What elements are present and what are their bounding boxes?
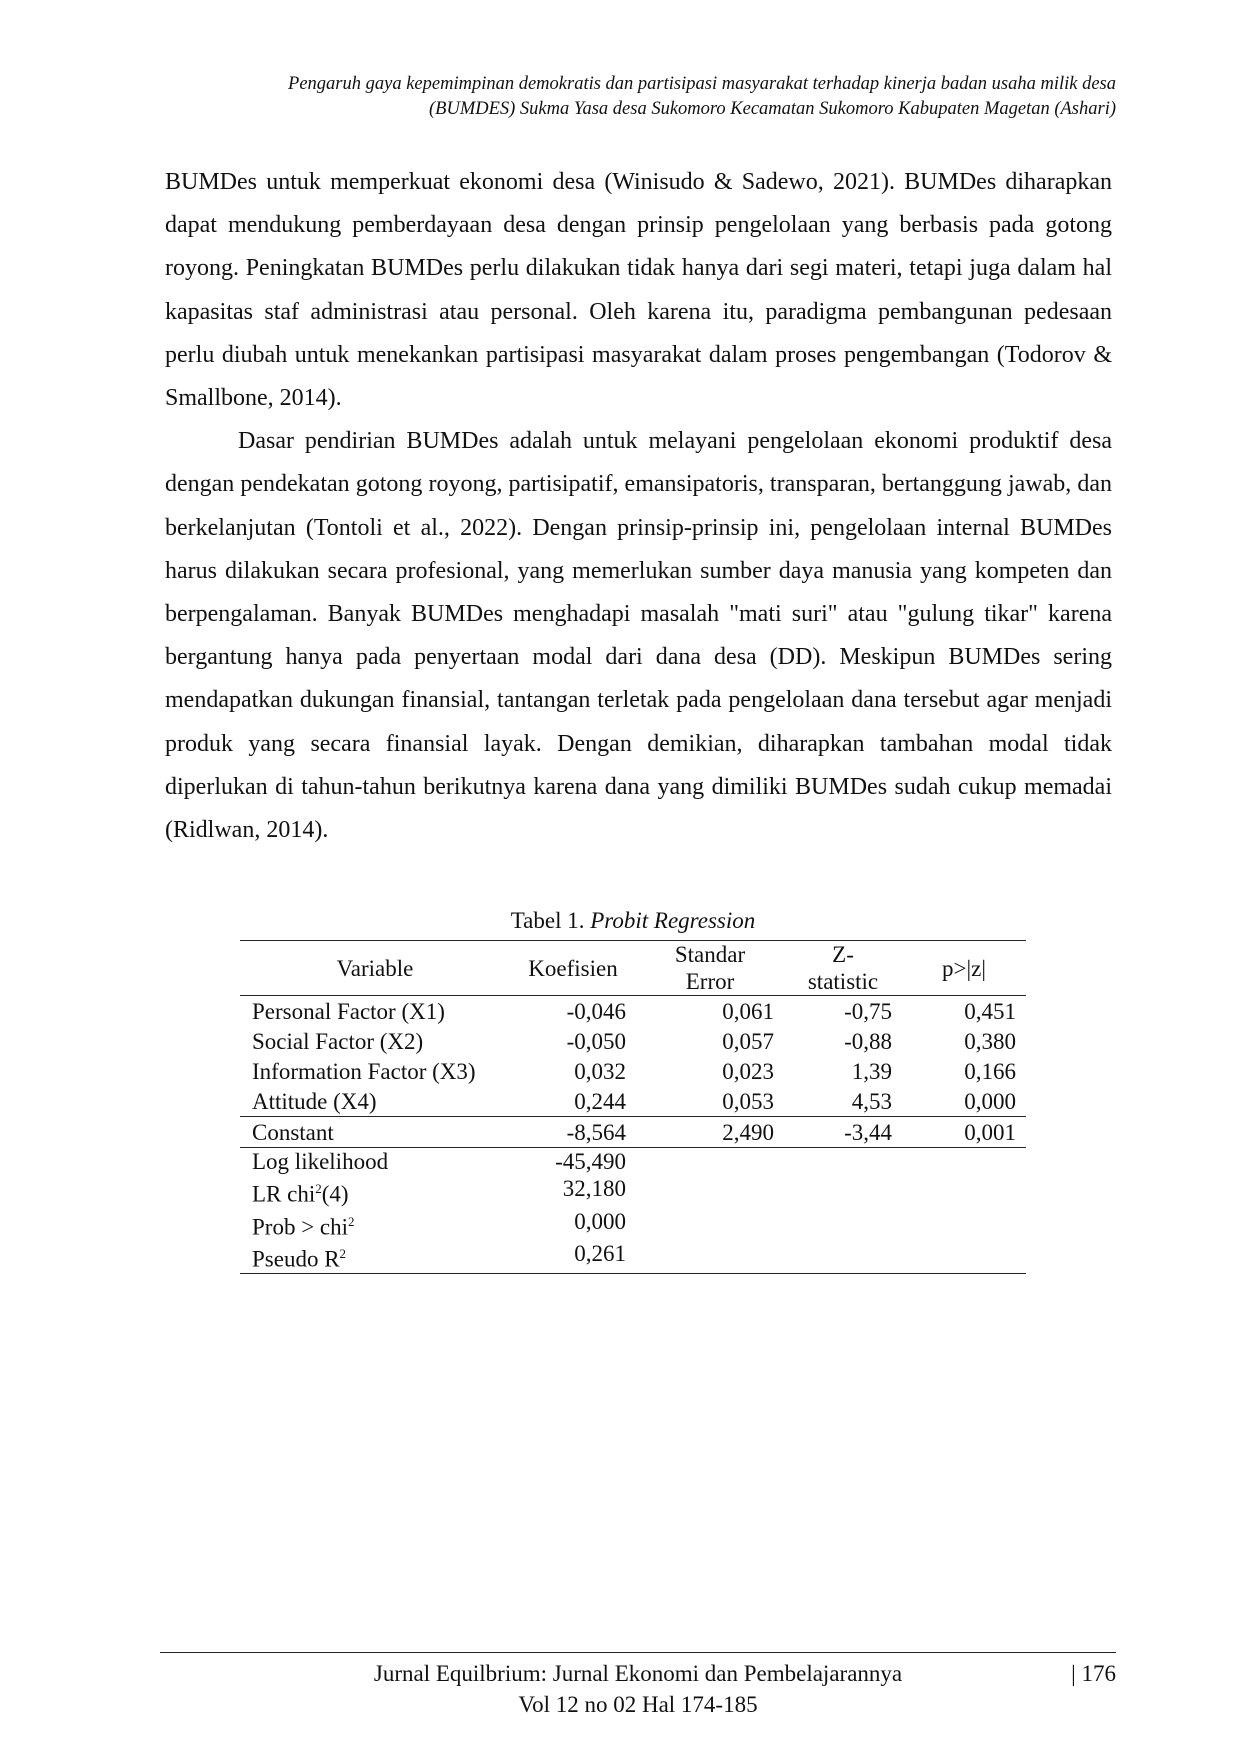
table-stat-row (240, 1208, 1026, 1241)
cell-koefisien: -8,564 (566, 1120, 626, 1145)
header-se-line-1: Standar (674, 942, 746, 967)
table-row (240, 1056, 1026, 1086)
cell-variable: Attitude (X4) (252, 1089, 377, 1114)
cell-variable: Information Factor (X3) (252, 1059, 476, 1084)
cell-z: -0,88 (844, 1029, 892, 1054)
header-line-1: Pengaruh gaya kepemimpinan demokratis dan partisipasi masyarakat terhadap kinerja badan usaha milik desa (288, 74, 1116, 94)
stat-label: Log likelihood (252, 1149, 389, 1174)
page-number: | 176 (1071, 1661, 1116, 1686)
stat-value: -45,490 (555, 1149, 626, 1174)
table-row (240, 1026, 1026, 1056)
cell-p: 0,001 (964, 1120, 1016, 1145)
stat-value: 0,000 (574, 1208, 626, 1234)
cell-p: 0,380 (964, 1029, 1016, 1054)
cell-variable: Constant (252, 1120, 334, 1145)
cell-se: 0,061 (722, 999, 774, 1024)
stat-label: Pseudo $R^2$ (252, 1246, 347, 1272)
table-stat-row (240, 1240, 1026, 1273)
stat-label: LR chi$^2$(4) (252, 1181, 349, 1207)
table-caption-title: Probit Regression (590, 908, 756, 933)
table-row (240, 1086, 1026, 1117)
table-caption-label: Tabel 1. (510, 908, 585, 933)
cell-z: -3,44 (844, 1120, 892, 1145)
cell-se: 0,023 (722, 1059, 774, 1084)
header-z-line-1: Z- (832, 942, 854, 967)
cell-variable: Personal Factor (X1) (252, 999, 445, 1024)
header-standard-error (636, 941, 784, 996)
probit-regression-table (240, 940, 1026, 1274)
header-p-value: p>|z| (942, 955, 986, 981)
page-footer (160, 1658, 1116, 1720)
cell-koefisien: 0,244 (574, 1089, 626, 1114)
cell-koefisien: -0,046 (566, 999, 626, 1024)
header-z-statistic (784, 941, 902, 996)
cell-p: 0,000 (964, 1089, 1016, 1114)
body-text (165, 161, 1112, 852)
cell-z: 1,39 (851, 1059, 892, 1084)
cell-p: 0,451 (964, 999, 1016, 1024)
paragraph-2: Dasar pendirian BUMDes adalah untuk melayani pengelolaan ekonomi produktif desa dengan pendekatan gotong royong, partisipatif, emansipatoris, transparan, bertanggung jawab, dan berkelanjutan (Tontoli et al., 2022). Dengan prinsip-prinsip ini, pengelolaan internal BUMDes harus dilakukan secara profesional, yang memerlukan sumber daya manusia yang kompeten dan berpengalaman. Banyak BUMDes menghadapi masalah "mati suri" atau "gulung tikar" karena bergantung hanya pada penyertaan modal dari dana desa (DD). Meskipun BUMDes sering mendapatkan dukungan finansial, tantangan terletak pada pengelolaan dana tersebut agar menjadi produk yang secara finansial layak. Dengan demikian, diharapkan tambahan modal tidak diperlukan di tahun-tahun berikutnya karena dana yang dimiliki BUMDes sudah cukup memadai (Ridlwan, 2014). (165, 428, 1112, 844)
cell-koefisien: -0,050 (566, 1029, 626, 1054)
cell-z: 4,53 (851, 1089, 892, 1114)
header-z-line-2: statistic (807, 969, 879, 994)
paragraph-1: BUMDes untuk memperkuat ekonomi desa (Winisudo & Sadewo, 2021). BUMDes diharapkan dapat mendukung pemberdayaan desa dengan prinsip pengelolaan yang berbasis pada gotong royong. Peningkatan BUMDes perlu dilakukan tidak hanya dari segi materi, tetapi juga dalam hal kapasitas staf administrasi atau personal. Oleh karena itu, paradigma pembangunan pedesaan perlu diubah untuk menekankan partisipasi masyarakat dalam proses pengembangan (Todorov & Smallbone, 2014). (165, 169, 1112, 412)
cell-p: 0,166 (964, 1059, 1016, 1084)
running-header (160, 72, 1116, 122)
table-header-row (240, 941, 1026, 996)
stat-value: 32,180 (562, 1176, 626, 1201)
table-caption (240, 906, 1026, 936)
table-row (240, 996, 1026, 1027)
header-line-2: (BUMDES) Sukma Yasa desa Sukomoro Kecamatan Sukomoro Kabupaten Magetan (Ashari) (429, 99, 1116, 119)
table-stat-row (240, 1175, 1026, 1208)
cell-koefisien: 0,032 (574, 1059, 626, 1084)
table-row-constant (240, 1117, 1026, 1148)
header-variable: Variable (336, 955, 414, 981)
header-se-line-2: Error (685, 969, 735, 994)
footer-volume: Vol 12 no 02 Hal 174-185 (518, 1692, 758, 1717)
stat-label: Prob > chi$^2$ (252, 1213, 355, 1240)
footer-journal: Jurnal Equilbrium: Jurnal Ekonomi dan Pembelajarannya (373, 1661, 903, 1686)
cell-se: 0,053 (722, 1089, 774, 1114)
footer-divider (160, 1652, 1116, 1653)
cell-se: 2,490 (722, 1120, 774, 1145)
cell-se: 0,057 (722, 1029, 774, 1054)
cell-z: -0,75 (844, 999, 892, 1024)
header-koefisien: Koefisien (528, 955, 618, 981)
cell-variable: Social Factor (X2) (252, 1029, 424, 1054)
stat-value: 0,261 (574, 1241, 626, 1267)
table-stat-row (240, 1148, 1026, 1176)
